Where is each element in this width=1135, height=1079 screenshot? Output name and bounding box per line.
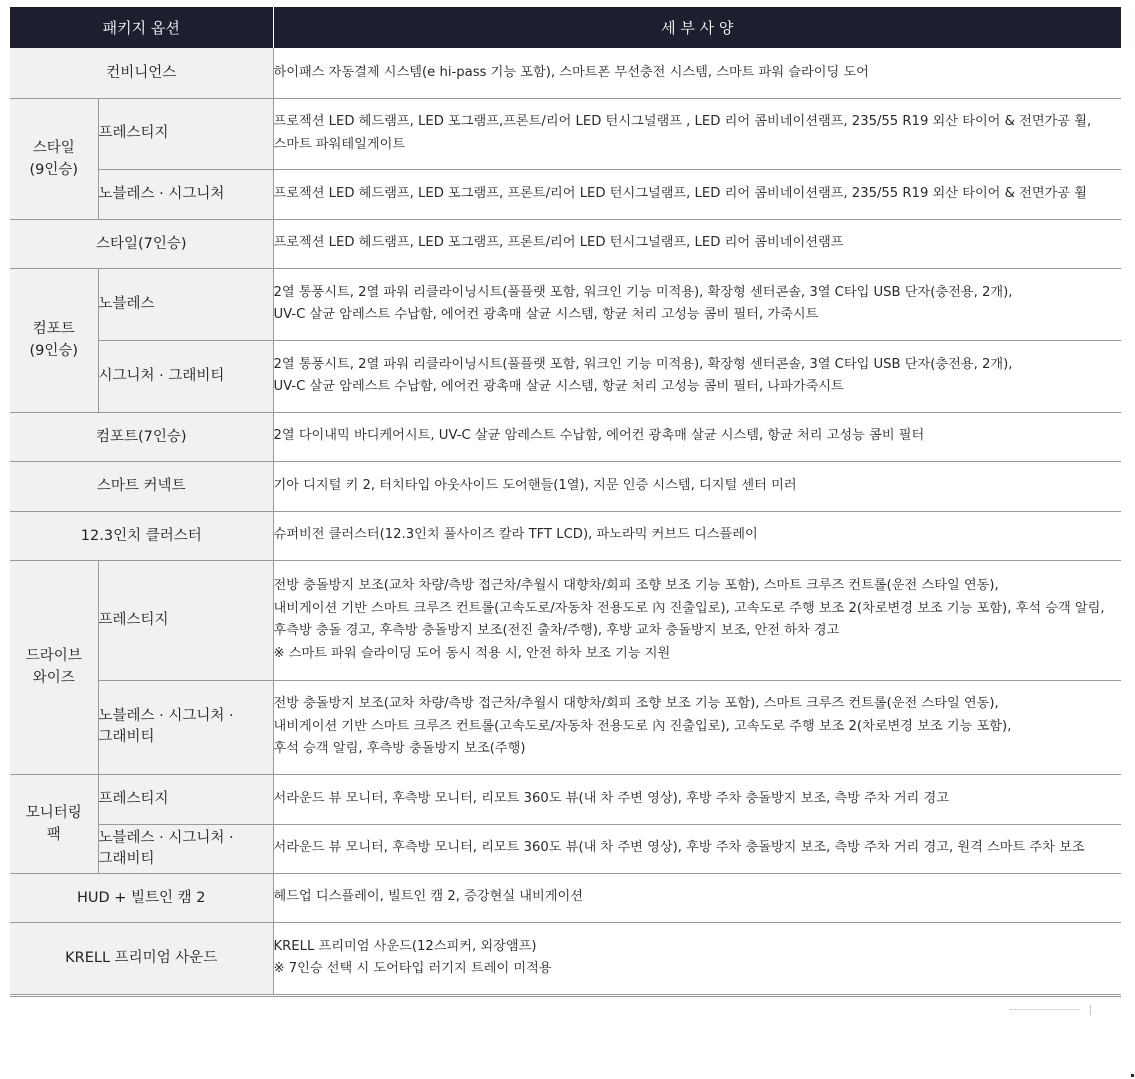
table-row-comfort7 (10, 412, 1121, 461)
group-label-line: 팩 (46, 826, 61, 843)
detail-line: UV-C 살균 암레스트 수납함, 에어컨 광촉매 살균 시스템, 항균 처리 고성능 콤비 필터, 나파가죽시트 (273, 379, 844, 394)
detail-drive-wise-prestige (273, 560, 1121, 680)
detail-hud (273, 873, 1121, 922)
detail-line: 2열 통풍시트, 2열 파워 리클라이닝시트(풀플랫 포함, 워크인 기능 미적용), 확장형 센터콘솔, 3열 C타입 USB 단자(충전용, 2개), (273, 356, 1013, 372)
table-row-hud (10, 873, 1121, 922)
detail-line: 서라운드 뷰 모니터, 후측방 모니터, 리모트 360도 뷰(내 차 주변 영상), 후방 주차 충돌방지 보조, 측방 주차 거리 경고, 원격 스마트 주차 보조 (273, 840, 1085, 856)
detail-style9-prestige (273, 98, 1121, 169)
option-label-hud: HUD + 빌트인 캠 2 (10, 873, 273, 922)
group-label-line: (9인승) (29, 343, 79, 359)
detail-line: 프로젝션 LED 헤드램프, LED 포그램프, 프론트/리어 LED 턴시그널램프, LED 리어 콤비네이션램프, 235/55 R19 외산 타이어 & 전면가공 휠 (273, 185, 1087, 201)
group-label-monitoring (10, 774, 98, 873)
group-label-drive-wise (10, 560, 98, 774)
option-label-cluster: 12.3인치 클러스터 (10, 511, 273, 560)
detail-style7 (273, 219, 1121, 268)
table-row-krell (10, 922, 1121, 995)
option-label-convenience: 컨비니언스 (10, 48, 273, 98)
footer-divider (1090, 1005, 1091, 1015)
detail-line: 내비게이션 기반 스마트 크루즈 컨트롤(고속도로/자동차 전용도로 內 진출입로), 고속도로 주행 보조 2(차로변경 보조 기능 포함), 후석 승객 알림, (273, 600, 1105, 616)
header-detail-spec: 세 부 사 양 (273, 7, 1121, 48)
detail-cluster (273, 511, 1121, 560)
detail-convenience (273, 48, 1121, 98)
group-label-line: 드라이브 (25, 648, 82, 664)
group-label-line: 컴포트 (32, 321, 75, 337)
group-label-line: 스타일 (32, 139, 75, 156)
trim-label-noblesse: 노블레스 (98, 268, 273, 340)
header-package-option: 패키지 옵션 (10, 7, 273, 48)
group-label-line: 모니터링 (25, 804, 82, 821)
detail-comfort9-signature-gravity (273, 340, 1121, 412)
detail-line: ※ 7인승 선택 시 도어타입 러기지 트레이 미적용 (273, 961, 552, 976)
group-label-comfort9 (10, 268, 98, 412)
table-row-drive-wise-prestige (10, 560, 1121, 680)
table-row-monitoring-noblesse-signature-gravity (10, 824, 1121, 873)
corner-dot (1131, 1074, 1134, 1077)
trim-label-line: 그래비티 (98, 850, 155, 867)
detail-line: 서라운드 뷰 모니터, 후측방 모니터, 리모트 360도 뷰(내 차 주변 영상), 후방 주차 충돌방지 보조, 측방 주차 거리 경고 (273, 790, 949, 806)
table-header-row (10, 7, 1121, 48)
trim-label-noblesse-signature: 노블레스 · 시그니처 (98, 169, 273, 219)
detail-line: 기아 디지털 키 2, 터치타입 아웃사이드 도어핸들(1열), 지문 인증 시스템, 디지털 센터 미러 (273, 477, 797, 493)
detail-drive-wise-noblesse-signature-gravity (273, 680, 1121, 774)
footer-dotted-rule (1010, 1009, 1080, 1013)
detail-line: KRELL 프리미엄 사운드(12스피커, 외장앰프) (273, 938, 537, 954)
package-options-table (10, 7, 1121, 997)
trim-label-noblesse-signature-gravity (98, 824, 273, 873)
detail-comfort7 (273, 412, 1121, 461)
detail-krell (273, 922, 1121, 995)
detail-line: 후석 승객 알림, 후측방 충돌방지 보조(주행) (273, 741, 526, 757)
table-row-drive-wise-noblesse-signature-gravity (10, 680, 1121, 774)
trim-label-line: 노블레스 · 시그니처 · (98, 708, 234, 724)
detail-line: 프로젝션 LED 헤드램프, LED 포그램프, 프론트/리어 LED 턴시그널램프, LED 리어 콤비네이션램프 (273, 235, 844, 251)
option-label-krell: KRELL 프리미엄 사운드 (10, 922, 273, 995)
detail-line: ※ 스마트 파워 슬라이딩 도어 동시 적용 시, 안전 하차 보조 기능 지원 (273, 645, 671, 661)
group-label-line: (9인승) (29, 161, 79, 178)
option-label-smart-connect: 스마트 커넥트 (10, 461, 273, 511)
detail-line: 내비게이션 기반 스마트 크루즈 컨트롤(고속도로/자동차 전용도로 內 진출입로), 고속도로 주행 보조 2(차로변경 보조 기능 포함), (273, 718, 1012, 734)
table-row-style7 (10, 219, 1121, 268)
detail-line: UV-C 살균 암레스트 수납함, 에어컨 광촉매 살균 시스템, 항균 처리 고성능 콤비 필터, 가죽시트 (273, 307, 819, 322)
table-row-cluster (10, 511, 1121, 560)
trim-label-prestige: 프레스티지 (98, 560, 273, 680)
detail-line: 스마트 파워테일게이트 (273, 136, 406, 152)
detail-monitoring-noblesse-signature-gravity (273, 824, 1121, 873)
detail-line: 프로젝션 LED 헤드램프, LED 포그램프,프론트/리어 LED 턴시그널램프 , LED 리어 콤비네이션램프, 235/55 R19 외산 타이어 & 전면가공 휠, (273, 114, 1092, 129)
detail-line: 2열 통풍시트, 2열 파워 리클라이닝시트(풀플랫 포함, 워크인 기능 미적용), 확장형 센터콘솔, 3열 C타입 USB 단자(충전용, 2개), (273, 284, 1013, 300)
table-row-monitoring-prestige (10, 774, 1121, 824)
table-row-convenience (10, 48, 1121, 98)
table-row-style9-noblesse-signature (10, 169, 1121, 219)
detail-smart-connect (273, 461, 1121, 511)
detail-line: 후측방 충돌 경고, 후측방 충돌방지 보조(전진 출차/주행), 후방 교차 충돌방지 보조, 안전 하차 경고 (273, 623, 840, 638)
table-row-style9-prestige (10, 98, 1121, 169)
detail-line: 하이패스 자동결제 시스템(e hi-pass 기능 포함), 스마트폰 무선충전 시스템, 스마트 파워 슬라이딩 도어 (273, 64, 869, 80)
group-label-line: 와이즈 (32, 670, 75, 686)
trim-label-line: 노블레스 · 시그니처 · (98, 829, 234, 846)
trim-label-signature-gravity: 시그니처 · 그래비티 (98, 340, 273, 412)
table-row-smart-connect (10, 461, 1121, 511)
detail-comfort9-noblesse (273, 268, 1121, 340)
table-row-comfort9-signature-gravity (10, 340, 1121, 412)
detail-line: 2열 다이내믹 바디케어시트, UV-C 살균 암레스트 수납함, 에어컨 광촉매 살균 시스템, 항균 처리 고성능 콤비 필터 (273, 428, 925, 444)
group-label-style9 (10, 98, 98, 219)
option-label-style7: 스타일(7인승) (10, 219, 273, 268)
trim-label-prestige: 프레스티지 (98, 774, 273, 824)
table-row-comfort9-noblesse (10, 268, 1121, 340)
detail-line: 전방 충돌방지 보조(교차 차량/측방 접근차/추월시 대향차/회피 조향 보조 기능 포함), 스마트 크루즈 컨트롤(운전 스타일 연동), (273, 696, 999, 712)
detail-line: 전방 충돌방지 보조(교차 차량/측방 접근차/추월시 대향차/회피 조향 보조 기능 포함), 스마트 크루즈 컨트롤(운전 스타일 연동), (273, 578, 999, 593)
detail-line: 슈퍼비전 클러스터(12.3인치 풀사이즈 칼라 TFT LCD), 파노라믹 커브드 디스플레이 (273, 527, 758, 543)
trim-label-prestige: 프레스티지 (98, 98, 273, 169)
trim-label-noblesse-signature-gravity (98, 680, 273, 774)
option-label-comfort7: 컴포트(7인승) (10, 412, 273, 461)
detail-monitoring-prestige (273, 774, 1121, 824)
detail-line: 헤드업 디스플레이, 빌트인 캠 2, 증강현실 내비게이션 (273, 889, 583, 905)
detail-style9-noblesse-signature (273, 169, 1121, 219)
trim-label-line: 그래비티 (98, 729, 155, 745)
